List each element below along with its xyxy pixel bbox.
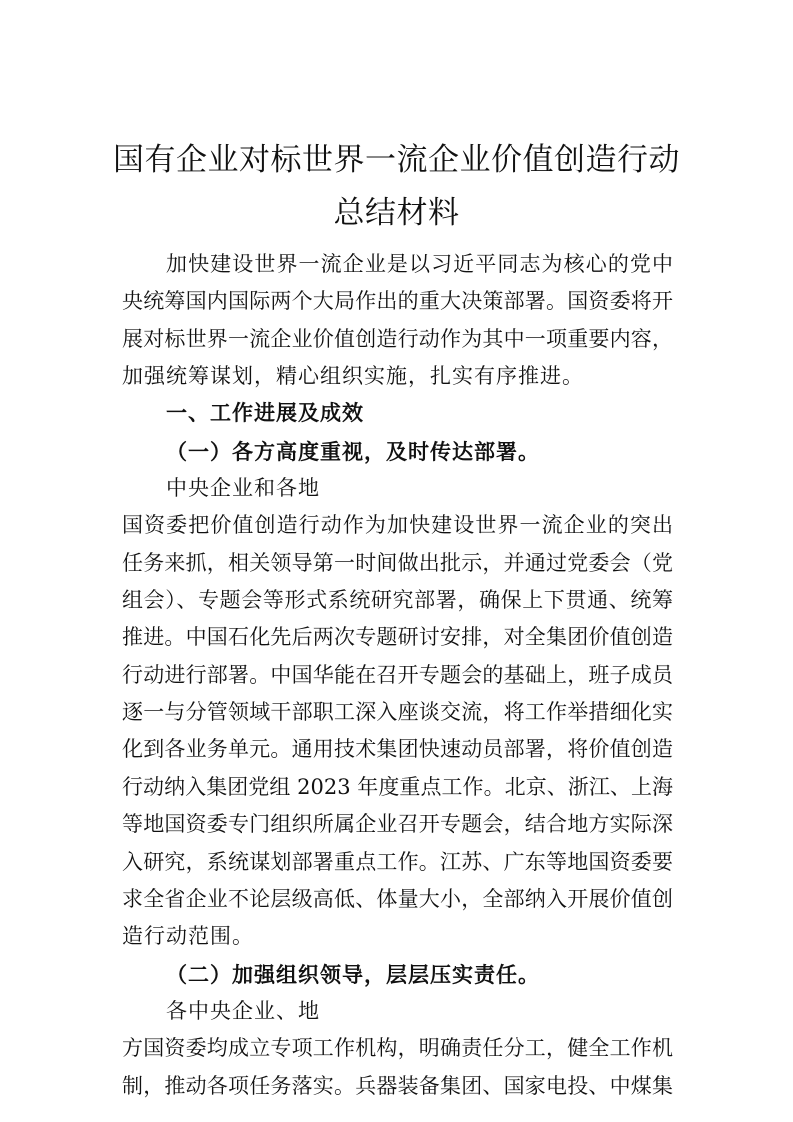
text-line [122,433,673,508]
text-line: 任务来抓，相关领导第一时间做出批示，并通过党委会（党 [122,550,673,575]
paragraph-2 [122,956,673,1105]
text-line [122,956,673,1031]
text-line: 行动进行部署。中国华能在召开专题会的基础上，班子成员 [122,662,673,687]
text-line: 央统筹国内国际两个大局作出的重大决策部署。国资委将开 [122,289,673,314]
section-heading: 一、工作进展及成效 [166,401,364,426]
text-line: 造行动范围。 [122,924,254,949]
text-line: 展对标世界一流企业价值创造行动作为其中一项重要内容， [122,326,673,351]
document-title-line-2: 总结材料 [333,195,460,231]
text-line: 加强统筹谋划，精心组织实施，扎实有序推进。 [122,364,584,389]
text-line: 方国资委均成立专项工作机构，明确责任分工，健全工作机 [122,1036,673,1061]
paragraph-text: 各中央企业、地 [166,998,320,1023]
text-line: 国资委把价值创造行动作为加快建设世界一流企业的突出 [122,513,673,538]
paragraph-1 [122,433,673,956]
document-body [122,246,673,1105]
paragraph-lead: （一）各方高度重视，及时传达部署。 [166,438,540,464]
text-line: 加快建设世界一流企业是以习近平同志为核心的党中 [166,252,673,276]
intro-paragraph [122,246,673,395]
text-line: 入研究，系统谋划部署重点工作。江苏、广东等地国资委要 [122,849,673,874]
paragraph-lead: （二）加强组织领导，层层压实责任。 [166,961,540,987]
text-line: 求全省企业不论层级高低、体量大小，全部纳入开展价值创 [122,886,673,911]
text-line: 组会）、专题会等形式系统研究部署，确保上下贯通、统筹 [122,588,673,613]
text-line: 行动纳入集团党组 2023 年度重点工作。北京、浙江、上海 [122,774,673,799]
paragraph-text: 中央企业和各地 [166,476,320,501]
text-line: 逐一与分管领域干部职工深入座谈交流，将工作举措细化实 [122,700,673,725]
text-line: 制，推动各项任务落实。兵器装备集团、国家电投、中煤集 [122,1073,673,1098]
text-line: 等地国资委专门组织所属企业召开专题会，结合地方实际深 [122,812,673,837]
text-line: 化到各业务单元。通用技术集团快速动员部署，将价值创造 [122,737,673,762]
document-title-line-1: 国有企业对标世界一流企业价值创造行动 [113,142,680,178]
text-line: 推进。中国石化先后两次专题研讨安排，对全集团价值创造 [122,625,673,650]
